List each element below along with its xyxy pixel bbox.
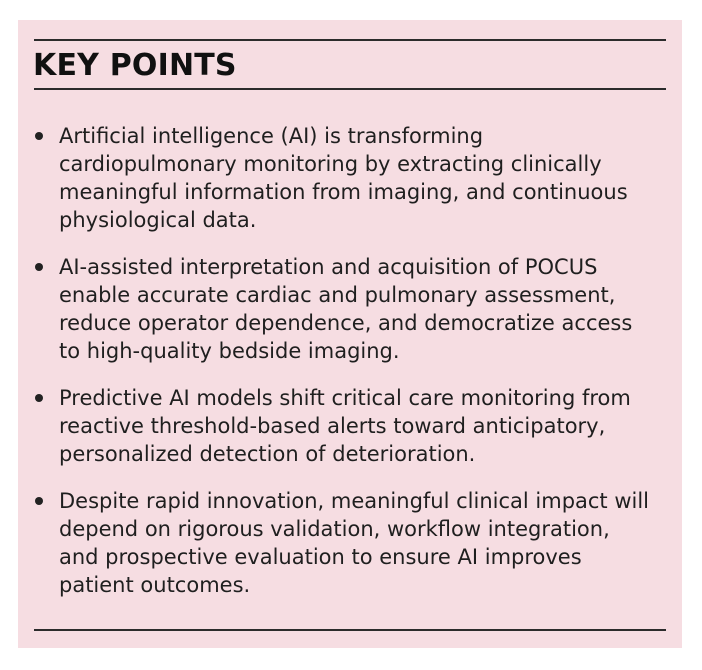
title-divider <box>34 88 666 90</box>
key-point-item <box>32 487 672 599</box>
key-point-line: enable accurate cardiac and pulmonary assessment, <box>59 283 616 307</box>
key-point-line: depend on rigorous validation, workflow integration, <box>59 517 610 541</box>
key-points-list <box>32 122 672 618</box>
key-point-line: reactive threshold-based alerts toward anticipatory, <box>59 414 606 438</box>
key-point-line: AI-assisted interpretation and acquisition of POCUS <box>59 255 598 279</box>
key-point-line: Predictive AI models shift critical care monitoring from <box>59 386 631 410</box>
key-points-box <box>18 20 682 648</box>
key-point-line: Artificial intelligence (AI) is transforming <box>59 124 484 148</box>
key-point-line: physiological data. <box>59 208 257 232</box>
key-point-line: reduce operator dependence, and democratize access <box>59 311 633 335</box>
key-point-line: meaningful information from imaging, and continuous <box>59 180 628 204</box>
bottom-divider <box>34 629 666 631</box>
key-points-title: KEY POINTS <box>33 48 237 83</box>
bullet-icon <box>35 394 43 402</box>
top-divider <box>34 39 666 41</box>
bullet-icon <box>35 263 43 271</box>
key-point-line: personalized detection of deterioration. <box>59 442 476 466</box>
key-point-line: Despite rapid innovation, meaningful clinical impact will <box>59 489 650 513</box>
key-point-line: and prospective evaluation to ensure AI improves <box>59 545 582 569</box>
key-point-line: patient outcomes. <box>59 573 251 597</box>
key-point-line: cardiopulmonary monitoring by extracting clinically <box>59 152 602 176</box>
bullet-icon <box>35 497 43 505</box>
key-point-item <box>32 122 672 234</box>
key-point-item <box>32 253 672 365</box>
key-point-line: to high-quality bedside imaging. <box>59 339 400 363</box>
key-point-item <box>32 384 672 468</box>
bullet-icon <box>35 132 43 140</box>
